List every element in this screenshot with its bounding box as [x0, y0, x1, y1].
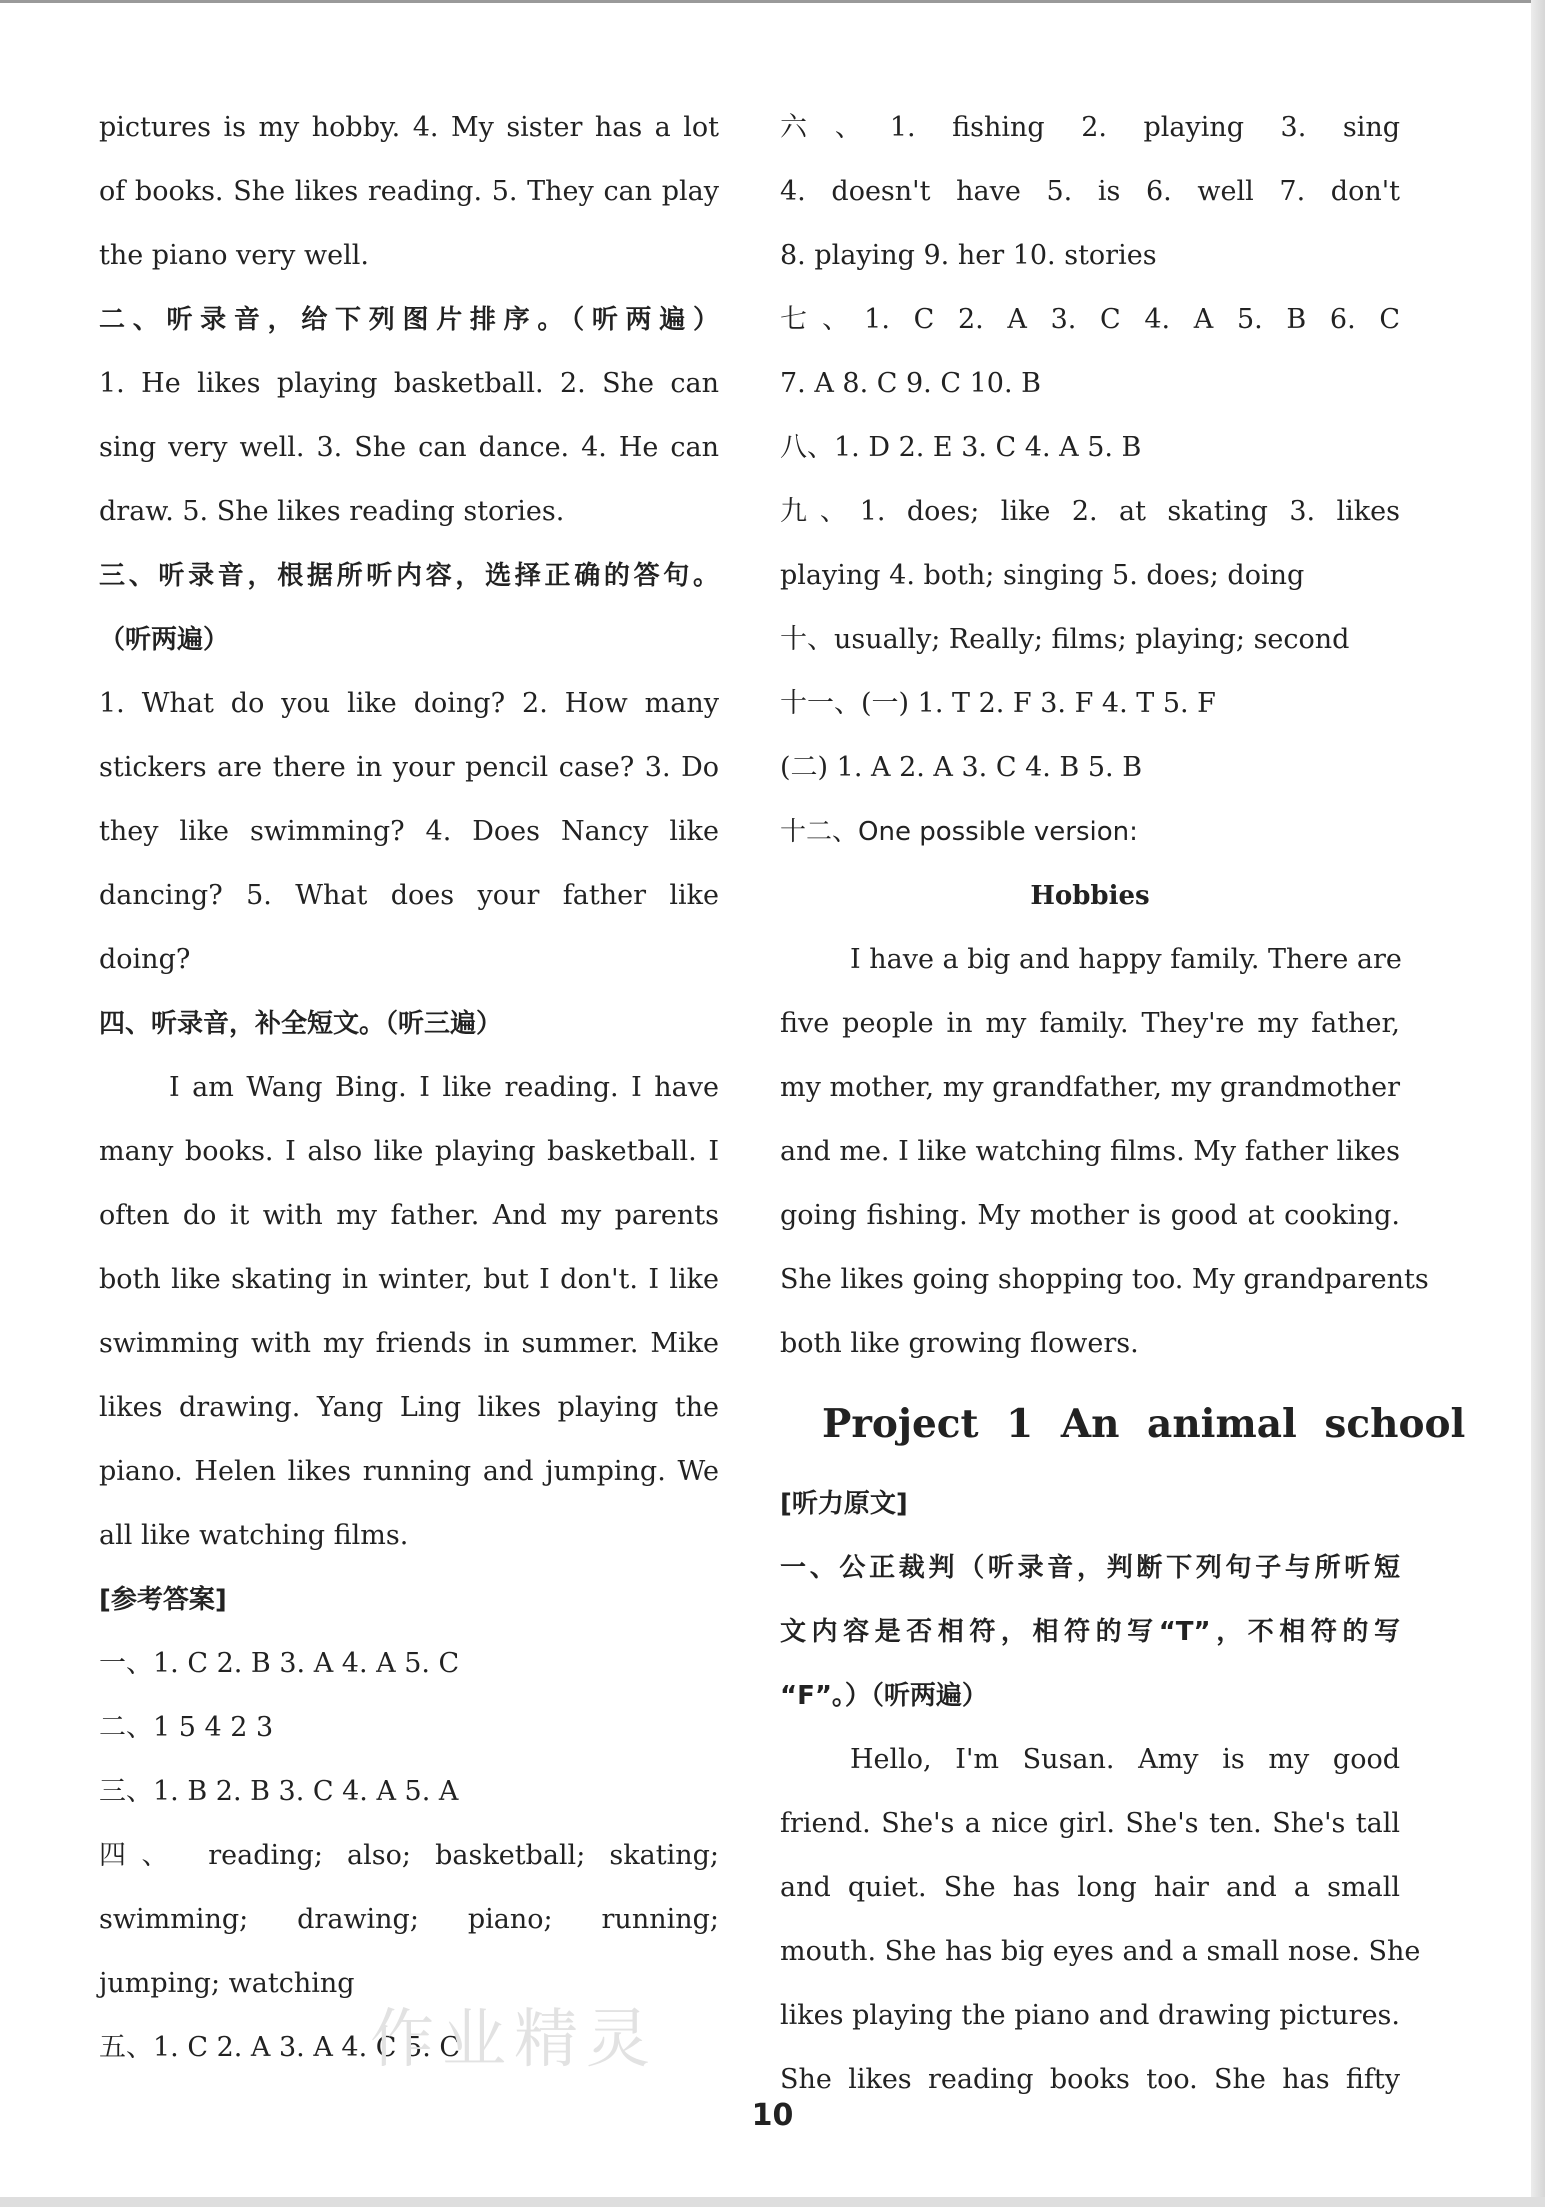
right-column-line: 一、公正裁判（听录音，判断下列句子与所听短 [780, 1553, 1400, 1583]
right-column-line: 八、1. D 2. E 3. C 4. A 5. B [780, 432, 1142, 463]
right-column-line: 六、1. fishing 2. playing 3. sing [780, 112, 1400, 143]
left-column-line: doing? [99, 944, 191, 975]
left-column-line: of books. She likes reading. 5. They can play [99, 176, 719, 207]
right-column-line: Hobbies [1030, 881, 1150, 911]
right-column-line: my mother, my grandfather, my grandmother [780, 1072, 1400, 1103]
right-column-line: going fishing. My mother is good at cooking. [780, 1200, 1400, 1231]
right-column-line: and quiet. She has long hair and a small [780, 1872, 1400, 1903]
right-column-line: playing 4. both; singing 5. does; doing [780, 560, 1305, 591]
left-column-line: 四、 reading; also; basketball; skating; [99, 1840, 719, 1871]
page-right-edge [1531, 0, 1545, 2207]
right-column-line: and me. I like watching films. My father likes [780, 1136, 1401, 1167]
right-column-line: Hello, I'm Susan. Amy is my good [850, 1744, 1400, 1775]
left-column-line: 一、1. C 2. B 3. A 4. A 5. C [99, 1648, 460, 1679]
right-column-line: 十一、(一) 1. T 2. F 3. F 4. T 5. F [780, 688, 1216, 719]
right-column-line: 4. doesn't have 5. is 6. well 7. don't [780, 176, 1400, 207]
left-column-line: 三、听录音，根据所听内容，选择正确的答句。 [99, 561, 719, 591]
left-column-line: swimming with my friends in summer. Mike [99, 1328, 719, 1359]
page-bottom-edge [0, 2197, 1545, 2207]
left-column-line: jumping; watching [99, 1968, 355, 1999]
right-column [780, 96, 1466, 2112]
left-column-line: stickers are there in your pencil case? 3. Do [99, 752, 719, 783]
left-column-line: draw. 5. She likes reading stories. [99, 496, 565, 527]
right-column-line: She likes reading books too. She has fifty [780, 2064, 1400, 2095]
left-column-line: likes drawing. Yang Ling likes playing the [99, 1392, 719, 1423]
right-column-line: 十、usually; Really; films; playing; second [780, 624, 1350, 655]
right-column-line: 8. playing 9. her 10. stories [780, 240, 1157, 271]
left-column-line: piano. Helen likes running and jumping. We [99, 1456, 719, 1487]
right-column-line: (二) 1. A 2. A 3. C 4. B 5. B [780, 752, 1143, 783]
left-column-line: they like swimming? 4. Does Nancy like [99, 816, 719, 847]
right-column-line: “F”。）（听两遍） [780, 1681, 988, 1711]
watermark: 作业精灵 [370, 2003, 658, 2077]
left-column-line: all like watching films. [99, 1520, 409, 1551]
right-column-line: She likes going shopping too. My grandparents [780, 1264, 1429, 1295]
right-column-line: I have a big and happy family. There are [850, 944, 1402, 975]
right-column-line: 7. A 8. C 9. C 10. B [780, 368, 1041, 399]
left-column-line: I am Wang Bing. I like reading. I have [169, 1072, 719, 1103]
left-column-line: 二、听录音，给下列图片排序。（听两遍） [99, 305, 719, 335]
left-column-line: dancing? 5. What does your father like [99, 880, 719, 911]
left-column [99, 96, 719, 2080]
right-column-line: likes playing the piano and drawing pictures. [780, 2000, 1400, 2031]
left-column-line: 五、1. C 2. A 3. A 4. C 5. C [99, 2032, 461, 2063]
right-column-line: friend. She's a nice girl. She's ten. She's tall [780, 1808, 1400, 1839]
page-number: 10 [751, 2098, 794, 2133]
right-column-line: 文内容是否相符，相符的写“T”，不相符的写 [780, 1617, 1400, 1647]
left-column-line: pictures is my hobby. 4. My sister has a lot [99, 112, 719, 143]
right-column-line: five people in my family. They're my father, [780, 1008, 1400, 1039]
right-column-line: 九、1. does; like 2. at skating 3. likes [780, 496, 1400, 527]
right-column-line: both like growing flowers. [780, 1328, 1139, 1359]
left-column-line: sing very well. 3. She can dance. 4. He can [99, 432, 719, 463]
left-column-line: many books. I also like playing basketball. I [99, 1136, 719, 1167]
right-column-line: [听力原文] [780, 1489, 908, 1519]
left-column-line: 1. He likes playing basketball. 2. She can [99, 368, 719, 399]
right-column-line: 十二、One possible version: [780, 817, 1138, 847]
right-column-line: Project 1 An animal school [822, 1401, 1466, 1447]
left-column-line: [参考答案] [99, 1585, 227, 1615]
left-column-line: often do it with my father. And my parents [99, 1200, 719, 1231]
left-column-line: the piano very well. [99, 240, 369, 271]
page-top-edge [0, 0, 1545, 3]
left-column-line: 二、1 5 4 2 3 [99, 1712, 274, 1743]
left-column-line: 1. What do you like doing? 2. How many [99, 688, 719, 719]
left-column-line: both like skating in winter, but I don't. I like [99, 1264, 719, 1295]
right-column-line: 七、1. C 2. A 3. C 4. A 5. B 6. C [780, 304, 1400, 335]
left-column-line: 四、听录音，补全短文。（听三遍） [99, 1009, 503, 1039]
left-column-line: 三、1. B 2. B 3. C 4. A 5. A [99, 1776, 459, 1807]
left-column-line: swimming; drawing; piano; running; [99, 1904, 719, 1935]
left-column-line: （听两遍） [99, 625, 230, 655]
right-column-line: mouth. She has big eyes and a small nose. She [780, 1936, 1421, 1967]
